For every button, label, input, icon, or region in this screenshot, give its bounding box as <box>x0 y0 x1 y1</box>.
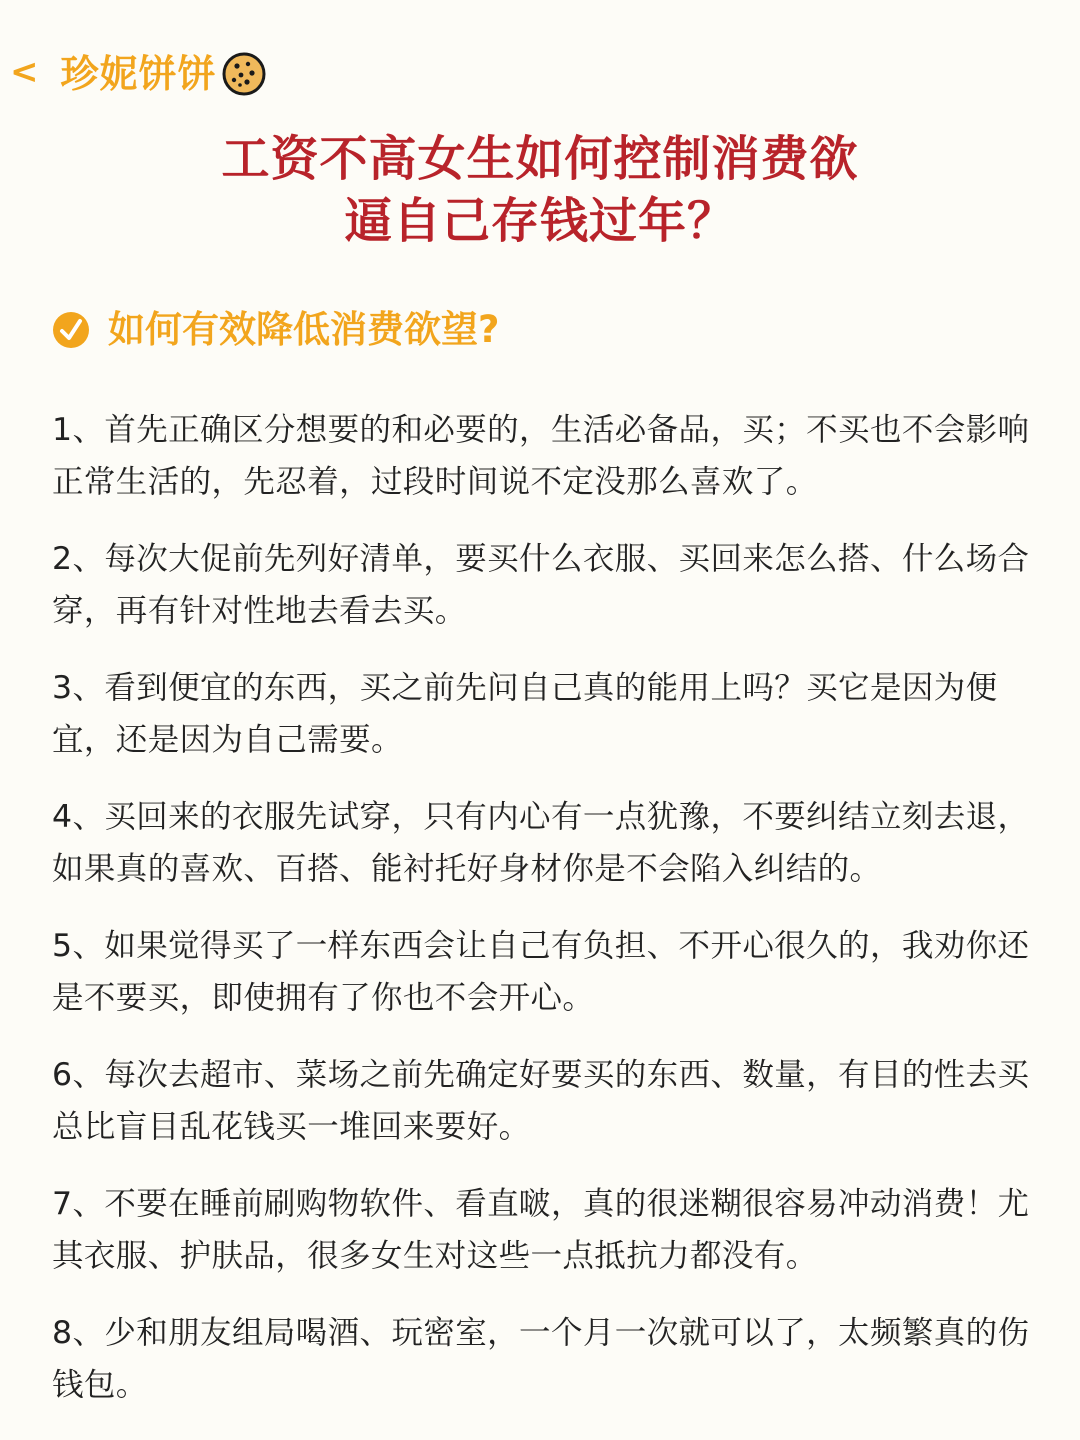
list-item <box>52 1178 1042 1282</box>
item-text-line: 4、买回来的衣服先试穿，只有内心有一点犹豫，不要纠结立刻去退， <box>52 799 1030 835</box>
item-text-line: 钱包。 <box>52 1367 148 1403</box>
section-title: 如何有效降低消费欲望? <box>108 308 500 351</box>
item-text-line: 是不要买，即使拥有了你也不会开心。 <box>52 980 595 1016</box>
title-line-1: 工资不高女生如何控制消费欲 <box>221 131 859 187</box>
item-text-line: 8、少和朋友组局喝酒、玩密室，一个月一次就可以了，太频繁真的伤 <box>52 1315 1030 1351</box>
header <box>10 44 267 104</box>
list-item <box>52 404 1042 508</box>
list-item <box>52 662 1042 766</box>
list-item <box>52 533 1042 637</box>
item-text-line: 总比盲目乱花钱买一堆回来要好。 <box>52 1109 531 1145</box>
item-text-line: 1、首先正确区分想要的和必要的，生活必备品，买；不买也不会影响 <box>52 412 1030 448</box>
item-text-line: 穿，再有针对性地去看去买。 <box>52 593 467 629</box>
cookie-icon <box>221 51 267 97</box>
author-name[interactable]: 珍妮饼饼 <box>60 52 217 96</box>
item-text-line: 2、每次大促前先列好清单，要买什么衣服、买回来怎么搭、什么场合 <box>52 541 1030 577</box>
item-text-line: 6、每次去超市、菜场之前先确定好要买的东西、数量，有目的性去买 <box>52 1057 1030 1093</box>
check-circle-icon <box>52 311 90 349</box>
item-text-line: 其衣服、护肤品，很多女生对这些一点抵抗力都没有。 <box>52 1238 818 1274</box>
list-item <box>52 791 1042 895</box>
list-item <box>52 1049 1042 1153</box>
item-text-line: 3、看到便宜的东西，买之前先问自己真的能用上吗？买它是因为便 <box>52 670 998 706</box>
item-text-line: 宜，还是因为自己需要。 <box>52 722 403 758</box>
tips-list <box>52 404 1042 1436</box>
item-text-line: 7、不要在睡前刷购物软件、看直啵，真的很迷糊很容易冲动消费！尤 <box>52 1186 1030 1222</box>
item-text-line: 正常生活的，先忍着，过段时间说不定没那么喜欢了。 <box>52 464 818 500</box>
item-text-line: 如果真的喜欢、百搭、能衬托好身材你是不会陷入纠结的。 <box>52 851 882 887</box>
back-button[interactable]: < <box>10 52 39 92</box>
list-item <box>52 920 1042 1024</box>
page-title <box>0 128 1080 252</box>
title-line-2: 逼自己存钱过年？ <box>343 193 736 249</box>
section-heading <box>52 304 499 356</box>
list-item <box>52 1307 1042 1411</box>
item-text-line: 5、如果觉得买了一样东西会让自己有负担、不开心很久的，我劝你还 <box>52 928 1030 964</box>
